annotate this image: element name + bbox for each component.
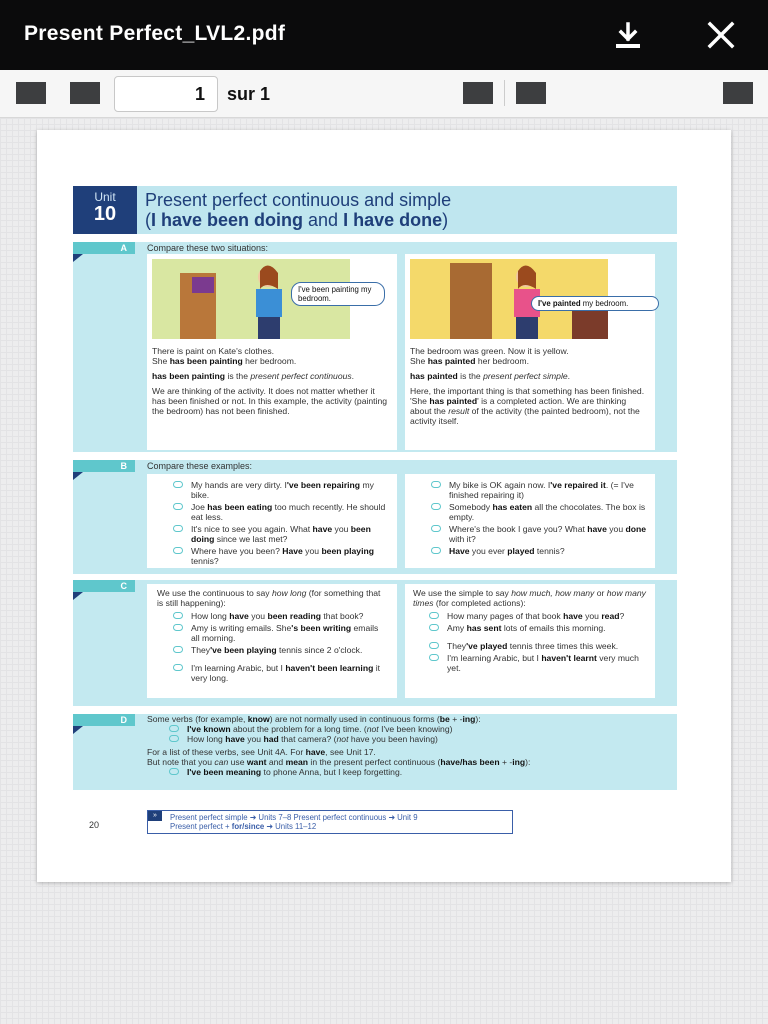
unit-title: Present perfect continuous and simple	[145, 190, 452, 210]
xref-line: Present perfect + for/since ➜ Units 11–12	[170, 822, 317, 831]
list-item: Where have you been? Have you been playing tennis?	[173, 546, 389, 566]
text-line: has been painting is the present perfect continuous.	[152, 371, 355, 381]
text-line: Some verbs (for example, know) are not normally used in continuous forms (be + -ing):	[147, 714, 481, 724]
xref-line: Present perfect simple ➜ Units 7–8 Present perfect continuous ➜ Unit 9	[170, 813, 418, 822]
text-line: But note that you can use want and mean in the present perfect continuous (have/has been + -ing):	[147, 757, 531, 767]
unit-label: Unit	[94, 190, 116, 204]
text-line: We use the simple to say how much, how many or how many times (for completed actions):	[413, 588, 646, 608]
list-item: My bike is OK again now. I've repaired it. (= I've finished repairing it)	[431, 480, 647, 500]
list-item: How long have you had that camera? (not have you been having)	[169, 734, 657, 744]
list-item: Amy has sent lots of emails this morning.	[429, 623, 647, 633]
text-line: She has painted her bedroom.	[410, 356, 529, 366]
unit-title-band	[137, 186, 677, 234]
document-viewport[interactable]	[0, 118, 768, 1024]
unit-badge	[73, 186, 137, 234]
more-options-button[interactable]	[723, 82, 753, 104]
tag-corner	[73, 472, 83, 480]
section-c	[73, 580, 677, 706]
list-item: They've played tennis three times this week.	[429, 641, 647, 651]
list-item: Where's the book I gave you? What have you done with it?	[431, 524, 647, 544]
pdf-page	[37, 130, 731, 882]
section-tag: C	[73, 580, 135, 592]
speech-bubble-left: I've been painting my bedroom.	[291, 282, 385, 306]
section-b	[73, 460, 677, 574]
situation-right-text	[410, 346, 648, 426]
text-line: The bedroom was green. Now it is yellow.	[410, 346, 569, 356]
list-item: They've been playing tennis since 2 o'clock.	[173, 645, 389, 655]
list-item: How long have you been reading that book?	[173, 611, 389, 621]
usage-continuous	[147, 584, 397, 698]
list-item: Somebody has eaten all the chocolates. The box is empty.	[431, 502, 647, 522]
situation-right	[405, 254, 655, 450]
text-line: has painted is the present perfect simple.	[410, 371, 571, 381]
unit-number: 10	[93, 203, 117, 225]
previous-page-button[interactable]	[70, 82, 100, 104]
section-tag: B	[73, 460, 135, 472]
speech-bubble-right: I've painted my bedroom.	[531, 296, 659, 311]
list-item: Amy is writing emails. She's been writing emails all morning.	[173, 623, 389, 643]
tag-corner	[73, 592, 83, 600]
text-line: There is paint on Kate's clothes.	[152, 346, 275, 356]
examples-simple	[405, 474, 655, 568]
list-item: How many pages of that book have you read?	[429, 611, 647, 621]
list-item: Have you ever played tennis?	[431, 546, 647, 556]
page-number: 20	[89, 820, 100, 830]
cross-reference-box	[147, 810, 513, 834]
usage-simple	[405, 584, 655, 698]
close-icon[interactable]	[704, 18, 738, 52]
section-tag: A	[73, 242, 135, 254]
text-paragraph: We are thinking of the activity. It does not matter whether it has been finished or not. In this example, the activity (painting the bedroom) has not been finished.	[152, 386, 388, 416]
text-line: We use the continuous to say how long (for something that is still happening):	[157, 588, 381, 608]
section-d	[73, 714, 677, 790]
list-item: It's nice to see you again. What have you been doing since we last met?	[173, 524, 389, 544]
first-page-button[interactable]	[16, 82, 46, 104]
next-page-button[interactable]	[463, 82, 493, 104]
list-item: My hands are very dirty. I've been repairing my bike.	[173, 480, 389, 500]
text-line: For a list of these verbs, see Unit 4A. For have, see Unit 17.	[147, 747, 376, 757]
page-count-label: sur 1	[227, 84, 271, 104]
list-item: I've been meaning to phone Anna, but I keep forgetting.	[169, 767, 657, 777]
text-paragraph: Here, the important thing is that something has been finished. 'She has painted' is a completed action. We are thinking about the result of the activity (the painted bedroom), not the activity itself.	[410, 386, 645, 426]
tag-corner	[73, 254, 83, 262]
last-page-button[interactable]	[516, 82, 546, 104]
list-item: Joe has been eating too much recently. He should eat less.	[173, 502, 389, 522]
situation-left-text	[152, 346, 390, 416]
page-number-input[interactable]: 1	[114, 76, 218, 112]
section-label: Compare these examples:	[147, 461, 253, 471]
tag-corner	[73, 726, 83, 734]
list-item: I've known about the problem for a long time. (not I've been knowing)	[169, 724, 657, 734]
text-line: She has been painting her bedroom.	[152, 356, 297, 366]
viewer-toolbar	[0, 70, 768, 118]
examples-continuous	[147, 474, 397, 568]
toolbar-divider	[504, 80, 505, 106]
stative-verbs-note	[147, 714, 657, 786]
section-a	[73, 242, 677, 452]
list-item: I'm learning Arabic, but I haven't learnt very much yet.	[429, 653, 647, 673]
section-tag: D	[73, 714, 135, 726]
list-item: I'm learning Arabic, but I haven't been learning it very long.	[173, 663, 389, 683]
viewer-titlebar	[0, 0, 768, 70]
download-icon[interactable]	[612, 20, 644, 52]
section-label: Compare these two situations:	[147, 243, 269, 253]
unit-subtitle: (I have been doing and I have done)	[145, 210, 449, 230]
double-arrow-icon: »	[148, 811, 162, 821]
situation-left	[147, 254, 397, 450]
document-title: Present Perfect_LVL2.pdf	[24, 22, 286, 45]
